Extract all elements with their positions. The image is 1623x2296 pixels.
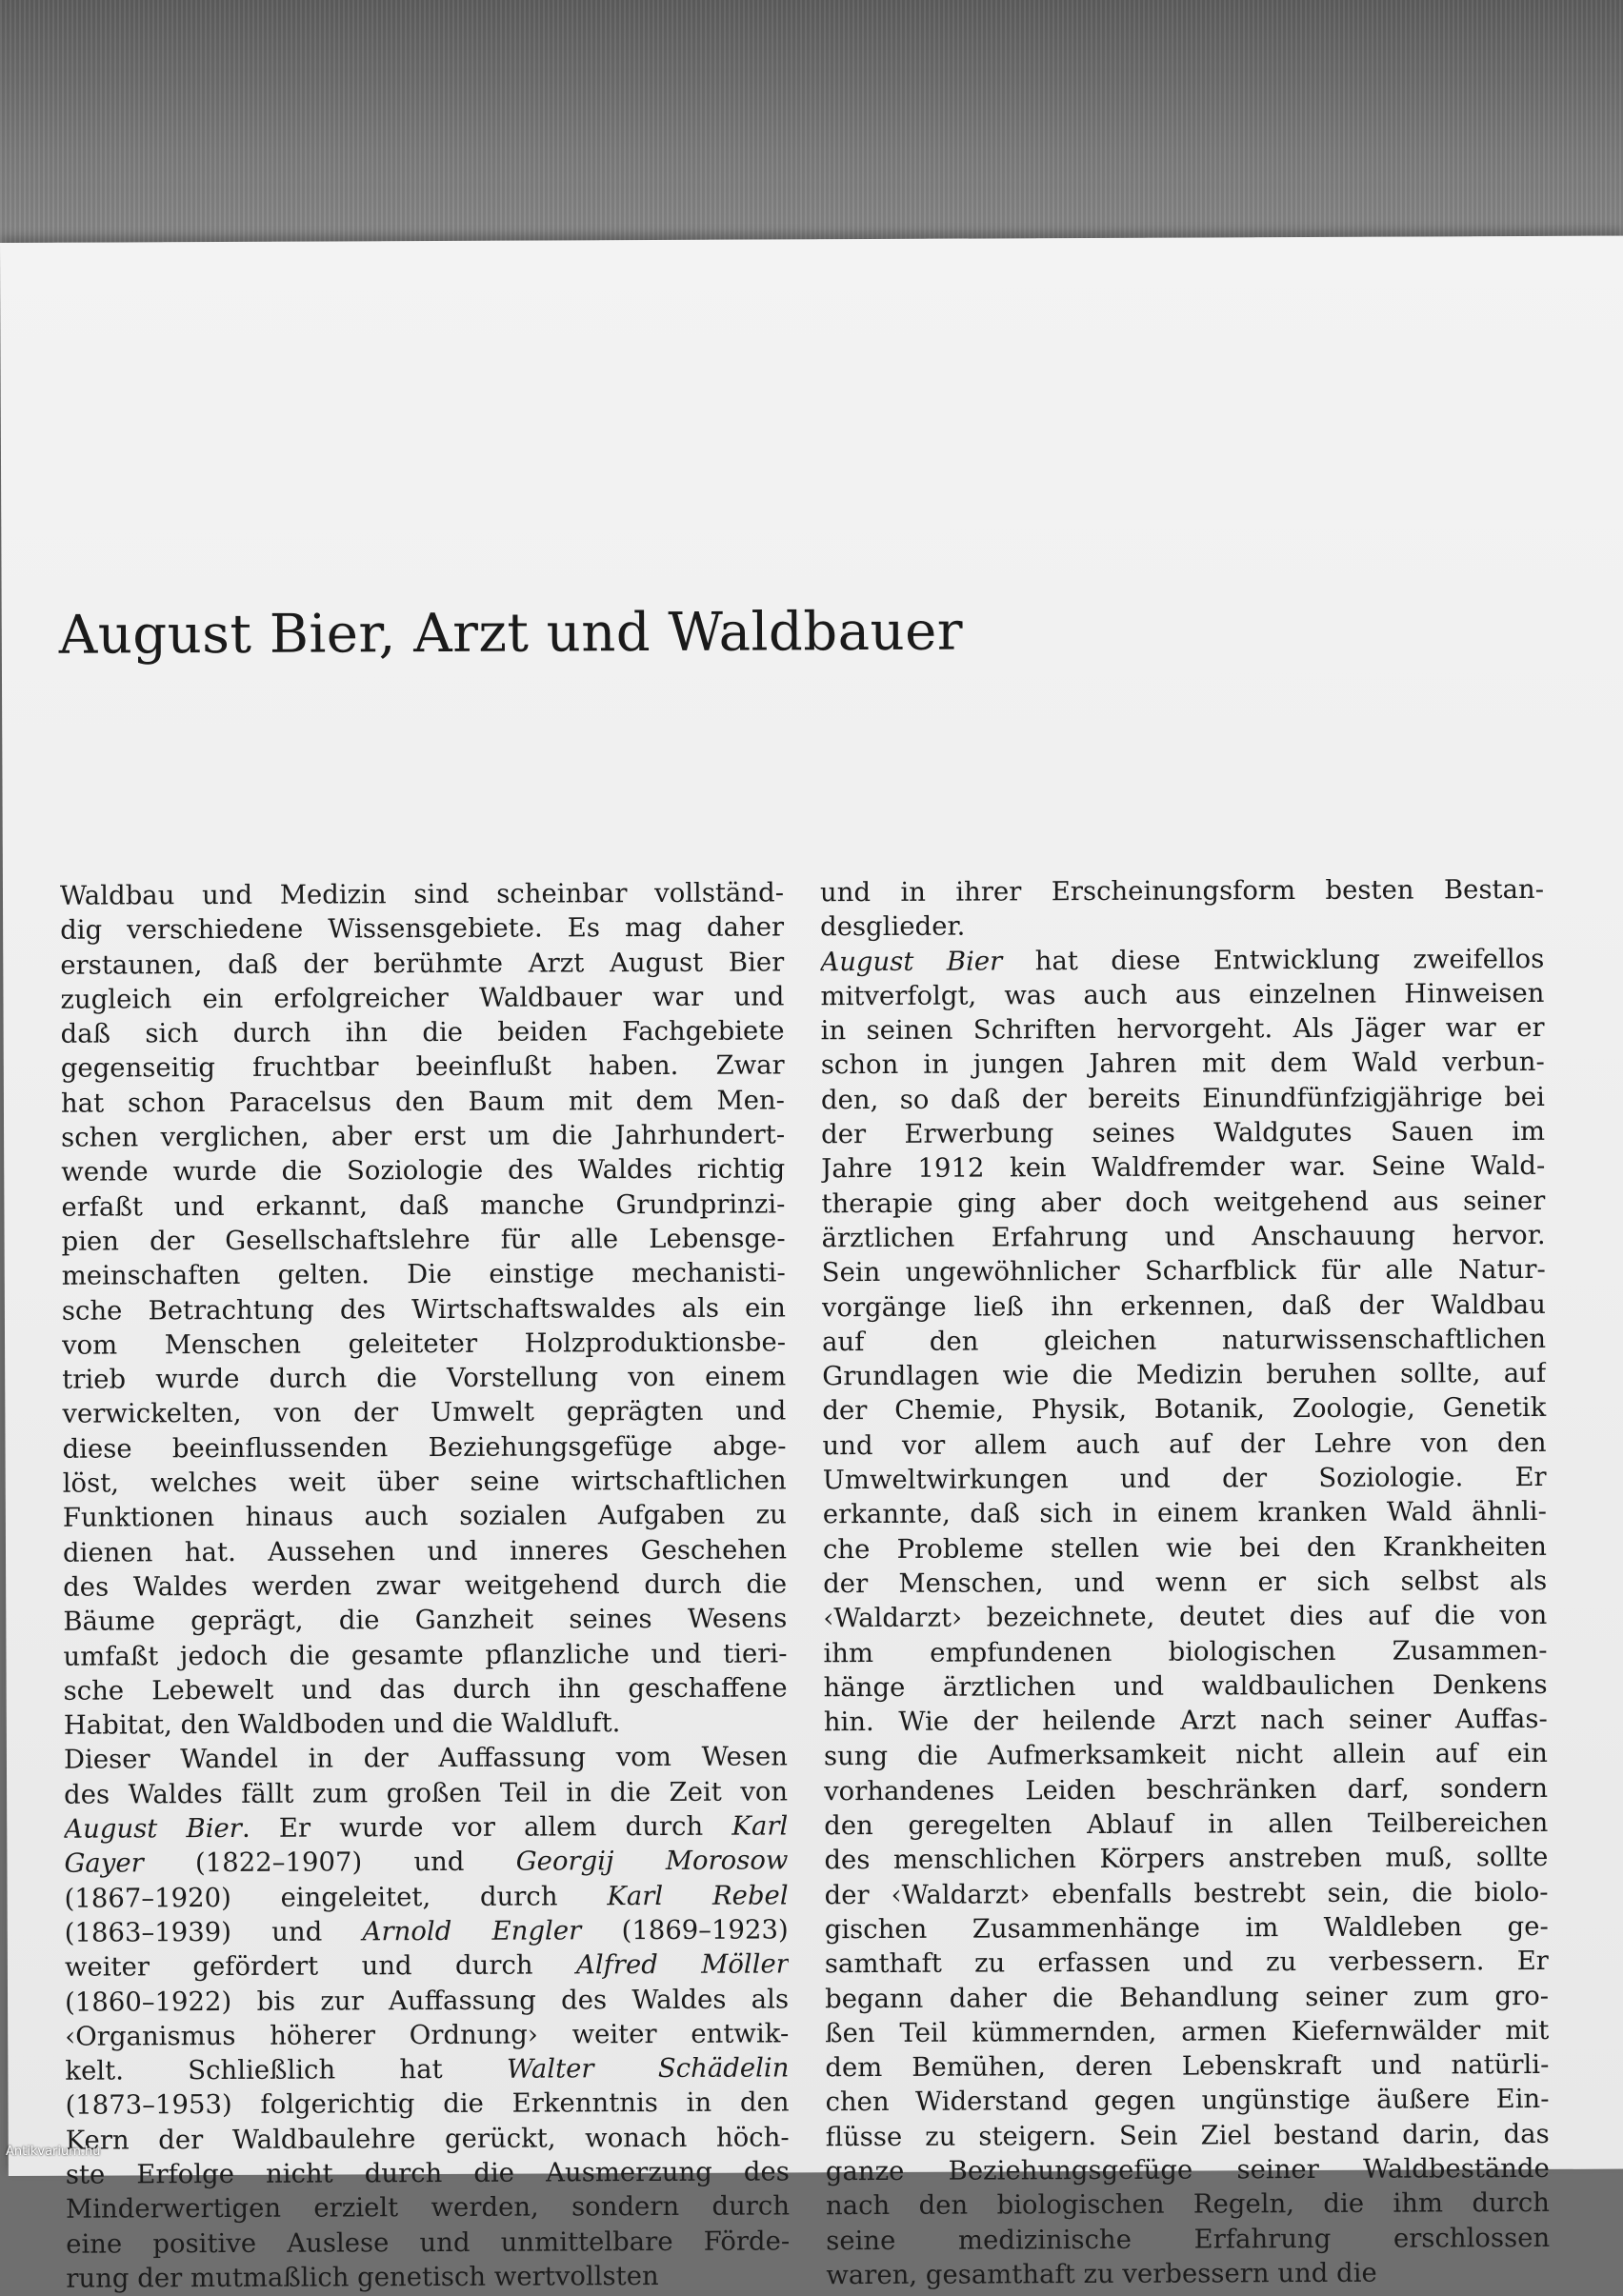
text-line: nach den biologischen Regeln, die ihm durch — [825, 2187, 1551, 2222]
text-line: vorgänge ließ ihn erkennen, daß der Waldbau — [821, 1288, 1546, 1323]
text-line: ste Erfolge nicht durch die Ausmerzung des — [65, 2156, 790, 2190]
text-line: weiter gefördert und durch Alfred Möller — [64, 1948, 789, 1983]
text-line: Minderwertigen erzielt werden, sondern durch — [65, 2190, 791, 2225]
text-line: dig verschiedene Wissensgebiete. Es mag daher — [60, 911, 785, 947]
text-line: löst, welches weit über seine wirtschaftlichen — [62, 1465, 787, 1499]
text-line: dienen hat. Aussehen und inneres Geschehen — [62, 1534, 788, 1568]
book-page — [0, 236, 1623, 2294]
text-line: zugleich ein erfolgreicher Waldbauer war und — [60, 981, 785, 1015]
background-surface — [0, 0, 1623, 257]
text-line: gegenseitig fruchtbar beeinflußt haben. Zwar — [60, 1049, 785, 1085]
text-line: mitverfolgt, was auch aus einzelnen Hinweisen — [820, 977, 1545, 1012]
text-line: Jahre 1912 kein Waldfremder war. Seine Wald- — [821, 1150, 1546, 1185]
text-line: den, so daß der bereits Einundfünfzigjährige bei — [820, 1081, 1545, 1116]
text-line: kelt. Schließlich hat Walter Schädelin — [65, 2052, 790, 2086]
text-line: begann daher die Behandlung seiner zum gro- — [824, 1980, 1550, 2014]
text-line: Habitat, den Waldboden und die Waldluft. — [63, 1707, 621, 1741]
text-line: gischen Zusammenhänge im Waldleben ge- — [824, 1910, 1549, 1946]
text-line: wende wurde die Soziologie des Waldes richtig — [61, 1153, 786, 1188]
text-line: chen Widerstand gegen ungünstige äußere Ein- — [825, 2084, 1550, 2118]
text-line: (1873–1953) folgerichtig die Erkenntnis in den — [65, 2086, 790, 2122]
text-line: waren, gesamthaft zu verbessern und die — [826, 2257, 1377, 2291]
text-line: Kern der Waldbaulehre gerückt, wonach höch- — [65, 2122, 790, 2156]
text-line: und in ihrer Erscheinungsform besten Bestan- — [819, 873, 1545, 908]
text-line: dem Bemühen, deren Lebenskraft und natürli- — [825, 2049, 1550, 2084]
text-line: des Waldes fällt zum großen Teil in die Zeit von — [64, 1776, 789, 1810]
text-line: den geregelten Ablauf in allen Teilbereichen — [824, 1807, 1549, 1842]
text-line: ihm empfundenen biologischen Zusammen- — [823, 1634, 1548, 1668]
text-line: der ‹Waldarzt› ebenfalls bestrebt sein, die biolo- — [824, 1876, 1549, 1910]
text-line: erkannte, daß sich in einem kranken Wald ähnli- — [822, 1496, 1547, 1530]
page-title: August Bier, Arzt und Waldbauer — [58, 600, 964, 667]
text-column-left — [60, 875, 790, 2295]
text-line: flüsse zu steigern. Sein Ziel bestand darin, das — [825, 2118, 1550, 2152]
text-line: der Chemie, Physik, Botanik, Zoologie, Genetik — [822, 1392, 1547, 1427]
text-line: hin. Wie der heilende Arzt nach seiner Auffas- — [823, 1704, 1548, 1738]
text-line: des Waldes werden zwar weitgehend durch die — [63, 1568, 788, 1603]
text-line: desglieder. — [820, 910, 966, 943]
text-line: ganze Beziehungsgefüge seiner Waldbestände — [825, 2152, 1550, 2187]
text-line: eine positive Auslese und unmittelbare Förde- — [66, 2225, 791, 2260]
text-line: vorhandenes Leiden beschränken darf, sondern — [824, 1772, 1549, 1807]
text-line: sche Betrachtung des Wirtschaftswaldes als ein — [61, 1291, 786, 1327]
text-line: schon in jungen Jahren mit dem Wald verbun- — [820, 1047, 1545, 1081]
text-line: Sein ungewöhnlicher Scharfblick für alle Natur- — [821, 1254, 1546, 1288]
text-line: (1860–1922) bis zur Auffassung des Waldes als — [64, 1983, 790, 2018]
text-line: Dieser Wandel in der Auffassung vom Wesen — [63, 1741, 789, 1776]
text-line: meinschaften gelten. Die einstige mechanisti- — [61, 1257, 786, 1291]
text-line: erstaunen, daß der berühmte Arzt August Bier — [60, 947, 785, 981]
text-line: des menschlichen Körpers anstreben muß, sollte — [824, 1842, 1549, 1876]
text-line: trieb wurde durch die Vorstellung von einem — [62, 1361, 787, 1395]
watermark: Antikvarium.hu — [6, 2145, 101, 2159]
text-line: August Bier. Er wurde vor allem durch Karl — [64, 1810, 789, 1845]
text-line: Funktionen hinaus auch sozialen Aufgaben zu — [62, 1499, 787, 1534]
text-line: samthaft zu erfassen und zu verbessern. Er — [824, 1946, 1549, 1980]
text-line: der Erwerbung seines Waldgutes Sauen im — [821, 1116, 1546, 1150]
text-line: und vor allem auch auf der Lehre von den — [822, 1427, 1547, 1461]
text-line: diese beeinflussenden Beziehungsgefüge abge- — [62, 1430, 787, 1465]
text-line: erfaßt und erkannt, daß manche Grundprinzi- — [61, 1188, 786, 1223]
text-line: therapie ging aber doch weitgehend aus seiner — [821, 1185, 1546, 1219]
text-line: umfaßt jedoch die gesamte pflanzliche und tieri- — [63, 1637, 788, 1672]
text-line: ßen Teil kümmernden, armen Kiefernwälder mit — [825, 2014, 1550, 2049]
text-line: in seinen Schriften hervorgeht. Als Jäger war er — [820, 1012, 1545, 1047]
text-line: ärztlichen Erfahrung und Anschauung hervor. — [821, 1219, 1546, 1254]
text-line: sche Lebewelt und das durch ihn geschaffene — [63, 1672, 788, 1707]
text-line: vom Menschen geleiteter Holzproduktionsbe- — [61, 1327, 787, 1361]
text-line: che Probleme stellen wie bei den Krankheiten — [822, 1530, 1548, 1565]
text-line: Gayer (1822–1907) und Georgij Morosow — [64, 1845, 789, 1880]
text-column-right — [820, 872, 1550, 2292]
text-line: Bäume geprägt, die Ganzheit seines Wesens — [63, 1603, 788, 1637]
text-line: verwickelten, von der Umwelt geprägten und — [62, 1395, 787, 1430]
text-line: daß sich durch ihn die beiden Fachgebiete — [60, 1015, 785, 1049]
text-line: Umweltwirkungen und der Soziologie. Er — [822, 1461, 1547, 1496]
text-line: seine medizinische Erfahrung erschlossen — [826, 2222, 1551, 2256]
text-line: ‹Organismus höherer Ordnung› weiter entwik- — [65, 2018, 790, 2052]
text-line: hat schon Paracelsus den Baum mit dem Men- — [60, 1085, 786, 1119]
text-line: pien der Gesellschaftslehre für alle Lebensge- — [61, 1223, 786, 1257]
text-line: (1867–1920) eingeleitet, durch Karl Rebel — [64, 1880, 789, 1914]
text-line: rung der mutmaßlich genetisch wertvollsten — [66, 2260, 659, 2294]
text-line: auf den gleichen naturwissenschaftlichen — [821, 1323, 1547, 1358]
text-line: der Menschen, und wenn er sich selbst als — [823, 1565, 1548, 1600]
text-line: Waldbau und Medizin sind scheinbar vollständ- — [59, 877, 785, 911]
text-line: sung die Aufmerksamkeit nicht allein auf ein — [823, 1738, 1549, 1772]
text-line: ‹Waldarzt› bezeichnete, deutet dies auf die von — [823, 1600, 1548, 1634]
text-line: schen verglichen, aber erst um die Jahrhundert- — [61, 1119, 786, 1153]
text-line: (1863–1939) und Arnold Engler (1869–1923) — [64, 1914, 789, 1948]
text-line: August Bier hat diese Entwicklung zweifellos — [820, 943, 1545, 977]
text-line: Grundlagen wie die Medizin beruhen sollte, auf — [822, 1358, 1547, 1392]
text-line: hänge ärztlichen und waldbaulichen Denkens — [823, 1668, 1548, 1704]
